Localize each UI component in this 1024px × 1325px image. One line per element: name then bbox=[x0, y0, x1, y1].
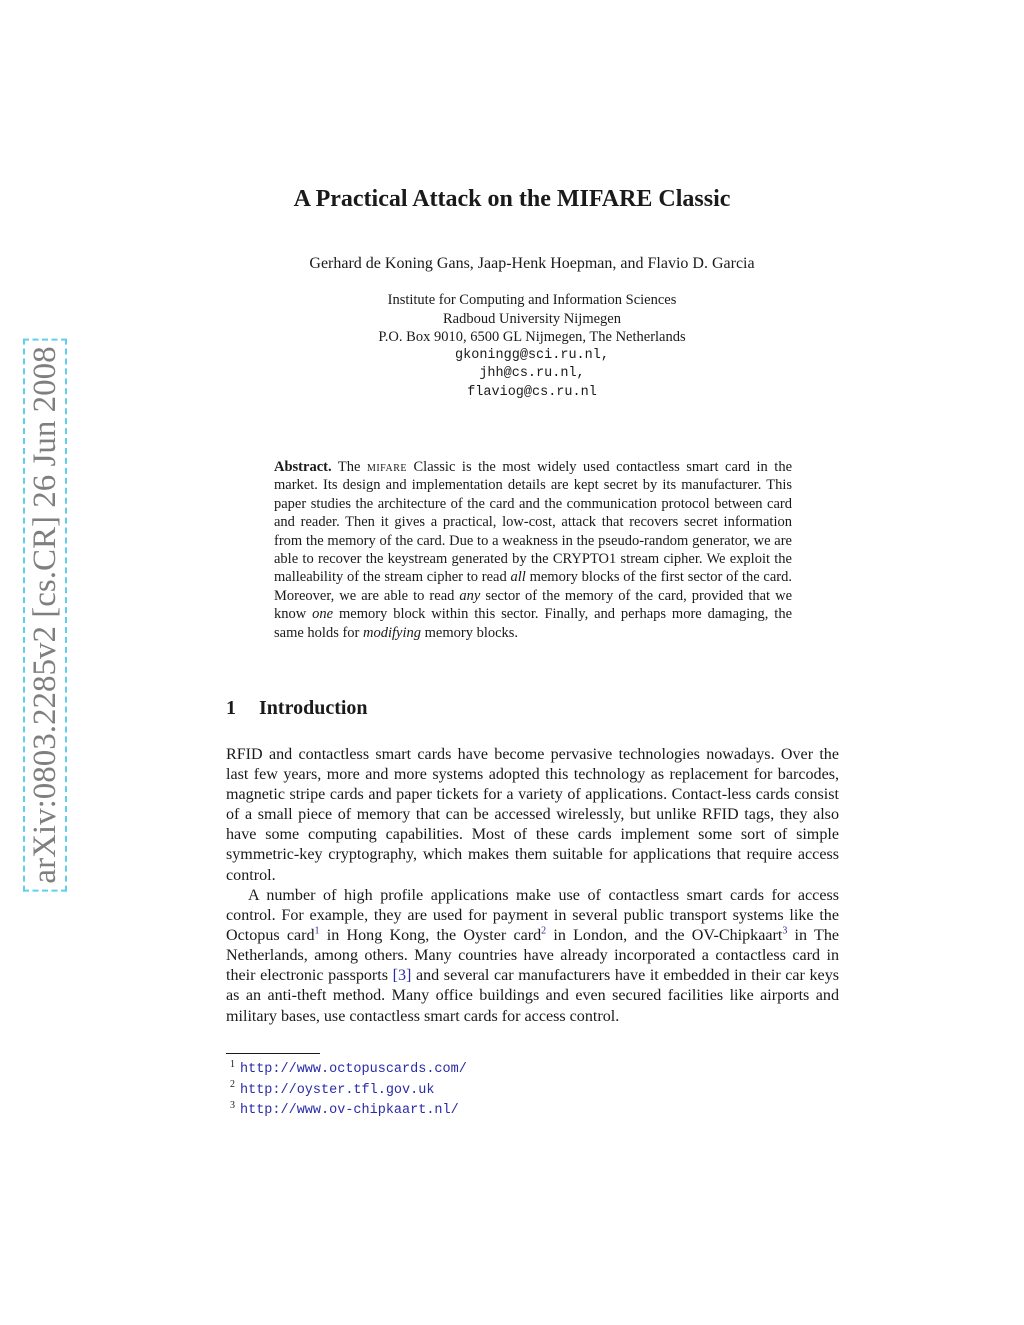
footnote-link-1[interactable]: http://www.octopuscards.com/ bbox=[240, 1062, 467, 1077]
footnotes bbox=[230, 1059, 467, 1121]
footnote-link-3[interactable]: http://www.ov-chipkaart.nl/ bbox=[240, 1103, 459, 1118]
email-1: gkoningg@sci.ru.nl, bbox=[455, 347, 609, 363]
section-title: Introduction bbox=[259, 697, 368, 719]
footnote-ref-2[interactable]: 2 bbox=[541, 925, 547, 937]
abstract: Abstract. The mifare Classic is the most widely used contactless smart card in the market. Its design and implementation details are kept secret by its manufacturer. This paper studies the architecture of the card and the communication protocol between card and reader. Then it gives a practical, low-cost, attack that recovers secret information from the memory of the card. Due to a weakness in the pseudo-random generator, we are able to recover the keystream generated by the CRYPTO1 stream cipher. We exploit the malleability of the stream cipher to read all memory blocks of the first sector of the card. Moreover, we are able to read any sector of the memory of the card, provided that we know one memory block within this sector. Finally, and perhaps more damaging, the same holds for modifying memory blocks. bbox=[274, 459, 793, 641]
section-heading bbox=[226, 697, 368, 720]
section-number: 1 bbox=[226, 697, 236, 719]
footnote-ref-3[interactable]: 3 bbox=[782, 925, 788, 937]
mifare-smallcaps: mifare bbox=[366, 459, 407, 475]
footnote-link-2[interactable]: http://oyster.tfl.gov.uk bbox=[240, 1082, 435, 1098]
paper-title: A Practical Attack on the MIFARE Classic bbox=[293, 186, 731, 212]
authors: Gerhard de Koning Gans, Jaap-Henk Hoepman, and Flavio D. Garcia bbox=[309, 255, 755, 272]
citation-link[interactable]: [3] bbox=[392, 967, 412, 985]
footnote: $^3$ http://www.ov-chipkaart.nl/ bbox=[230, 1099, 459, 1118]
intro-paragraph-2: A number of high profile applications make use of contactless smart cards for access control. For example, they are used for payment in several public transport systems like the Octopus card$^1$ in Hong Kong, the Oyster card$^2$ in London, and the OV-Chipkaart$^3$ in The Netherlands, among others. Many countries have already incorporated a contactless card in their electronic passports [3] and several car manufacturers have it embedded in their car keys as an anti-theft method. Many office buildings and even secured facilities like airports and military bases, use contactless smart cards for access control. bbox=[226, 887, 840, 1025]
email-3: flaviog@cs.ru.nl bbox=[467, 384, 597, 400]
footnote: $^2$ http://oyster.tfl.gov.uk bbox=[230, 1079, 435, 1098]
arxiv-stamp bbox=[22, 330, 68, 900]
footnote: $^1$ http://www.octopuscards.com/ bbox=[230, 1058, 467, 1077]
institute: Institute for Computing and Information Sciences bbox=[387, 292, 677, 308]
intro-paragraph-1: RFID and contactless smart cards have become pervasive technologies nowadays. Over the last few years, more and more systems adopted this technology as replacement for barcodes, magnetic stripe cards and paper tickets for a variety of applications. Contact-less cards consist of a small piece of memory that can be accessed wirelessly, but unlike RFID tags, they also have some computing capabilities. Most of these cards implement some sort of simple symmetric-key cryptography, which makes them suitable for applications that require access control. bbox=[226, 746, 839, 884]
university: Radboud University Nijmegen bbox=[442, 310, 621, 327]
address: P.O. Box 9010, 6500 GL Nijmegen, The Netherlands bbox=[378, 329, 686, 345]
affiliation bbox=[0, 291, 1024, 402]
footnote-divider bbox=[226, 1053, 320, 1054]
abstract-label: Abstract. bbox=[274, 459, 332, 475]
arxiv-stamp-text: arXiv:0803.2285v2 [cs.CR] 26 Jun 2008 bbox=[23, 338, 67, 891]
email-2: jhh@cs.ru.nl, bbox=[479, 366, 585, 381]
footnote-ref-1[interactable]: 1 bbox=[314, 925, 320, 937]
